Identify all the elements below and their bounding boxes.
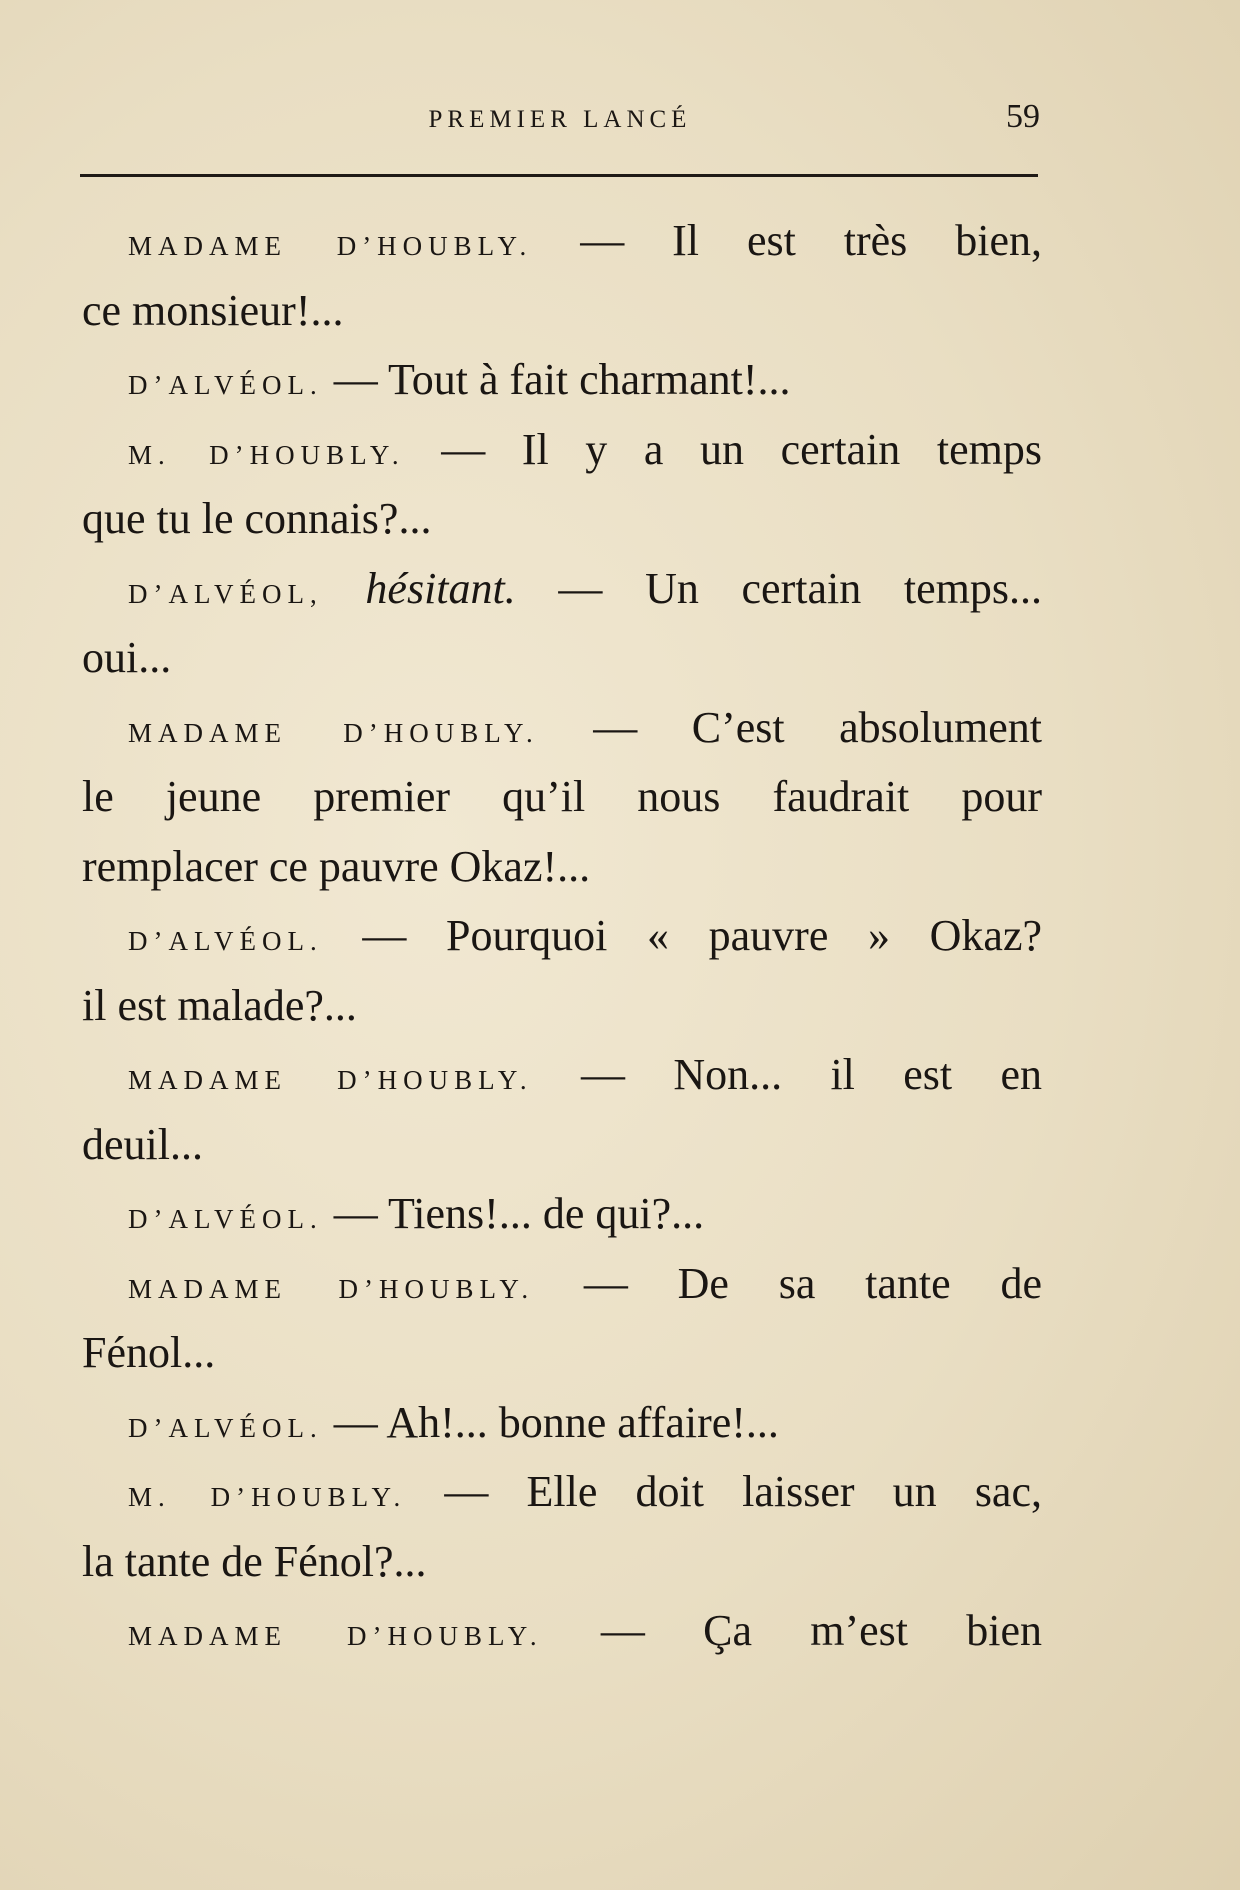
line-text: — Tout à fait charmant!... xyxy=(322,355,791,404)
line-text: ce monsieur!... xyxy=(82,285,344,335)
header-rule xyxy=(80,174,1038,177)
line-text: oui... xyxy=(82,633,172,682)
text-line xyxy=(82,1527,1042,1597)
line-text: — Un certain temps... xyxy=(515,563,1042,613)
line-text: — Ça m’est bien xyxy=(542,1606,1043,1655)
line-text: deuil... xyxy=(82,1119,203,1169)
line-text: la tante de Fénol?... xyxy=(82,1536,427,1586)
text-line xyxy=(82,276,1042,346)
speaker-name: M. D’HOUBLY. xyxy=(128,1482,407,1512)
speaker-name: MADAME D’HOUBLY. xyxy=(128,1621,543,1651)
speaker-name: D’ALVÉOL, xyxy=(128,578,323,609)
speaker-name: M. D’HOUBLY. xyxy=(128,439,405,470)
line-text: — C’est absolument xyxy=(538,702,1042,752)
speaker-name: MADAME D’HOUBLY. xyxy=(128,231,533,261)
line-text: Fénol... xyxy=(82,1328,216,1377)
page-header xyxy=(80,96,1040,146)
text-line xyxy=(82,554,1042,624)
line-text: il est malade?... xyxy=(82,980,357,1030)
text-line xyxy=(82,1179,1042,1249)
text-line xyxy=(82,1596,1042,1666)
speaker-name: D’ALVÉOL. xyxy=(128,1412,323,1443)
page-number: 59 xyxy=(1006,98,1040,135)
dialogue-text xyxy=(82,206,1042,1666)
speaker-name: D’ALVÉOL. xyxy=(128,370,323,400)
text-line xyxy=(82,1318,1042,1388)
line-text: que tu le connais?... xyxy=(82,494,432,543)
text-line xyxy=(82,206,1042,276)
text-line xyxy=(82,901,1042,971)
text-line xyxy=(82,623,1042,693)
text-line xyxy=(82,971,1042,1041)
line-text: — De sa tante de xyxy=(534,1258,1042,1308)
text-line xyxy=(82,693,1042,763)
line-text: — Elle doit laisser un sac, xyxy=(406,1467,1042,1516)
text-line xyxy=(82,484,1042,554)
speaker-name: MADAME D’HOUBLY. xyxy=(128,1273,535,1304)
text-line xyxy=(82,1249,1042,1319)
text-line xyxy=(82,832,1042,902)
line-text: — Ah!... bonne affaire!... xyxy=(322,1397,779,1447)
text-line xyxy=(82,415,1042,485)
speaker-name: D’ALVÉOL. xyxy=(128,1204,323,1234)
speaker-name: MADAME D’HOUBLY. xyxy=(128,1065,533,1095)
stage-direction: hésitant. xyxy=(322,563,516,613)
text-line xyxy=(82,762,1042,832)
speaker-name: MADAME D’HOUBLY. xyxy=(128,717,539,748)
line-text: le jeune premier qu’il nous faudrait pour xyxy=(82,772,1042,821)
line-text: remplacer ce pauvre Okaz!... xyxy=(82,841,591,891)
text-line xyxy=(82,1388,1042,1458)
text-line xyxy=(82,345,1042,415)
line-text: — Tiens!... de qui?... xyxy=(322,1189,705,1238)
line-text: — Pourquoi « pauvre » Okaz? xyxy=(322,911,1042,960)
text-line xyxy=(82,1040,1042,1110)
line-text: — Il est très bien, xyxy=(532,216,1042,265)
text-line xyxy=(82,1457,1042,1527)
text-line xyxy=(82,1110,1042,1180)
running-title: PREMIER LANCÉ xyxy=(428,106,692,133)
speaker-name: D’ALVÉOL. xyxy=(128,926,323,956)
line-text: — Il y a un certain temps xyxy=(404,424,1042,474)
line-text: — Non... il est en xyxy=(532,1050,1042,1099)
